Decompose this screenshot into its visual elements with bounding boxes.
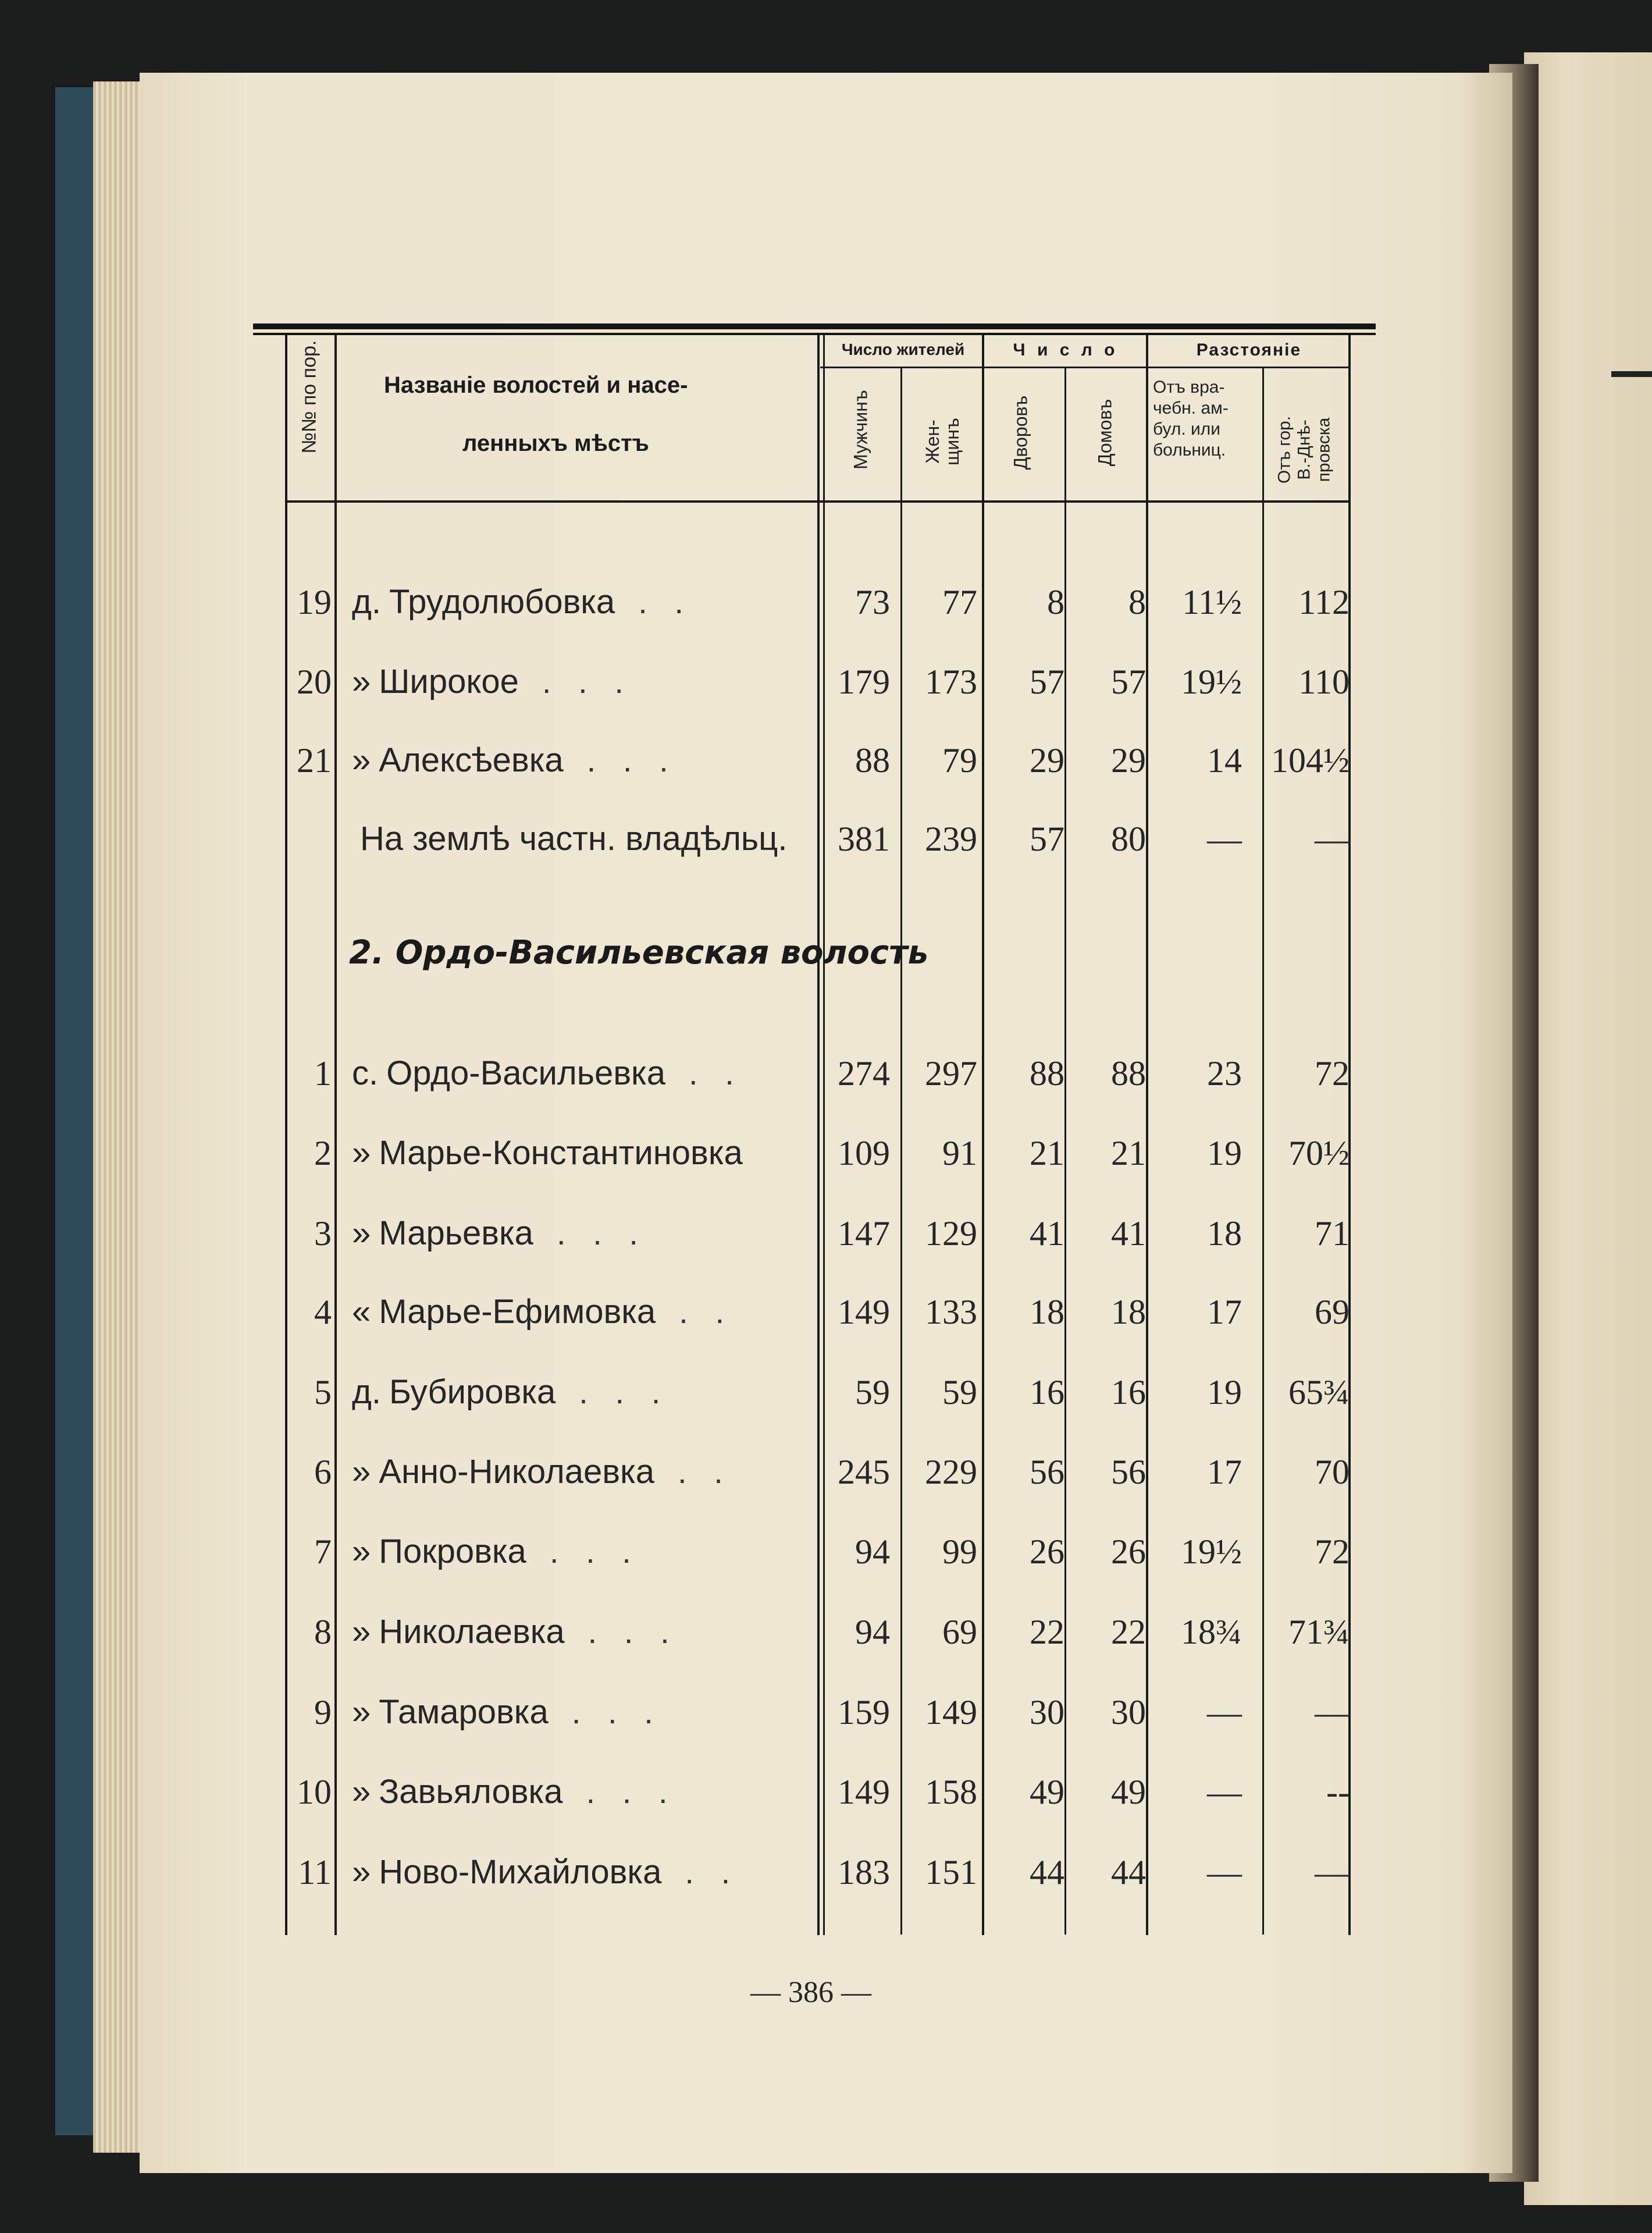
header-dist-city-line2: В.-Днѣ- (1294, 419, 1314, 480)
row-dot-leader: . . . (579, 1374, 661, 1410)
row-houses: 41 (1111, 1214, 1146, 1253)
row-dist-hospital: 17 (1207, 1293, 1242, 1331)
row-men: 147 (838, 1214, 890, 1253)
row-yards: 26 (1030, 1532, 1064, 1571)
row-yards: 41 (1030, 1214, 1064, 1253)
section-title: 2. Ордо-Васильевская волость (349, 934, 929, 972)
row-yards: 88 (1030, 1054, 1064, 1093)
row-dist-city: — (1315, 1693, 1350, 1731)
row-dot-leader: . . (685, 1854, 731, 1890)
table-row (285, 1357, 1350, 1427)
row-houses: 26 (1111, 1532, 1146, 1571)
row-prefix: » (352, 1214, 371, 1252)
row-yards: 16 (1030, 1373, 1064, 1411)
header-group-count: Ч и с л о (1013, 340, 1119, 360)
row-men: 94 (855, 1613, 890, 1651)
row-yards: 8 (1047, 583, 1064, 621)
header-col-women-line2: щинъ (942, 418, 963, 465)
row-men: 274 (838, 1054, 890, 1093)
header-col-name-line2: ленныхъ мѣстъ (462, 431, 649, 456)
row-women: 158 (925, 1773, 977, 1811)
row-dist-city: 65¾ (1288, 1373, 1350, 1411)
row-dist-city: — (1315, 820, 1350, 858)
row-houses: 80 (1111, 820, 1146, 858)
header-col-dist-hospital (1153, 377, 1261, 461)
row-settlement-name: Бубировка (389, 1373, 556, 1411)
row-prefix: д. (352, 583, 381, 621)
row-prefix: » (352, 1693, 371, 1731)
row-dist-city: 70½ (1288, 1134, 1350, 1172)
row-women: 151 (925, 1853, 977, 1891)
row-men: 159 (838, 1693, 890, 1731)
row-number: 11 (298, 1853, 332, 1891)
row-dot-leader: . . . (549, 1533, 631, 1570)
row-men: 88 (855, 741, 890, 780)
table-row (285, 1517, 1350, 1587)
row-number: 9 (314, 1693, 332, 1731)
header-dist-hosp-line1: Отъ вра- (1153, 378, 1225, 397)
row-dist-hospital: 19 (1207, 1373, 1242, 1411)
row-women: 149 (925, 1693, 977, 1731)
row-prefix: » (352, 1773, 371, 1811)
row-name (352, 1199, 638, 1268)
row-yards: 57 (1030, 820, 1064, 858)
row-dist-city: 112 (1298, 583, 1350, 621)
row-number (285, 804, 332, 874)
row-dist-hospital: 14 (1207, 741, 1242, 780)
row-yards: 29 (1030, 741, 1064, 780)
row-prefix: » (352, 663, 371, 701)
facing-page (1524, 52, 1652, 2205)
row-settlement-name: Трудолюбовка (389, 583, 615, 621)
row-houses: 8 (1128, 583, 1146, 621)
row-name (352, 1757, 668, 1827)
row-number: 20 (297, 663, 332, 701)
row-dot-leader: . . . (586, 1773, 668, 1810)
row-dist-hospital: — (1207, 1773, 1242, 1811)
table-row (285, 1199, 1350, 1268)
row-name (352, 1118, 766, 1188)
row-dist-city: 72 (1315, 1532, 1350, 1571)
table-top-rule-thin (253, 333, 1376, 335)
row-houses: 44 (1111, 1853, 1146, 1891)
table-row (285, 1118, 1350, 1188)
row-prefix: » (352, 1453, 371, 1491)
row-name (352, 726, 668, 795)
row-dist-city: -- (1326, 1773, 1350, 1811)
row-settlement-name: Марьевка (379, 1214, 533, 1252)
row-yards: 18 (1030, 1293, 1064, 1331)
row-name (352, 567, 683, 637)
row-houses: 18 (1111, 1293, 1146, 1331)
row-settlement-name: Алексѣевка (379, 741, 564, 779)
row-men: 183 (838, 1853, 890, 1891)
row-settlement-name: Марье-Ефимовка (379, 1293, 656, 1331)
row-name (352, 804, 811, 874)
row-dot-leader: . . (677, 1453, 723, 1490)
row-dist-hospital: 18 (1207, 1214, 1242, 1253)
row-settlement-name: Ордо-Васильевка (386, 1054, 665, 1092)
table-row (285, 567, 1350, 637)
row-name (352, 1677, 653, 1747)
row-yards: 21 (1030, 1134, 1064, 1172)
row-houses: 16 (1111, 1373, 1146, 1411)
row-settlement-name: Тамаровка (379, 1693, 549, 1731)
row-dot-leader: . . (679, 1293, 724, 1330)
row-dist-hospital: — (1207, 820, 1242, 858)
row-men: 245 (838, 1453, 890, 1491)
row-prefix: с. (352, 1054, 379, 1092)
row-name (352, 1277, 724, 1347)
row-dist-hospital: 18¾ (1181, 1613, 1242, 1651)
row-dist-hospital: — (1207, 1853, 1242, 1891)
row-number: 7 (314, 1532, 332, 1571)
row-prefix: » (352, 741, 371, 779)
row-dist-city: — (1315, 1853, 1350, 1891)
table-row (285, 1757, 1350, 1827)
table-row (285, 1597, 1350, 1667)
table-row (285, 1837, 1350, 1907)
row-settlement-name: Ново-Михайловка (379, 1853, 662, 1891)
row-number: 21 (297, 741, 332, 780)
row-yards: 56 (1030, 1453, 1064, 1491)
row-houses: 88 (1111, 1054, 1146, 1093)
row-dist-city: 71¾ (1288, 1613, 1350, 1651)
row-dot-leader: . . (688, 1055, 734, 1091)
table-top-rule (253, 323, 1376, 329)
facing-page-rule (1611, 371, 1652, 377)
row-women: 173 (925, 663, 977, 701)
row-dist-hospital: 19½ (1181, 1532, 1242, 1571)
row-men: 149 (838, 1773, 890, 1811)
row-number: 5 (314, 1373, 332, 1411)
row-dist-city: 70 (1315, 1453, 1350, 1491)
header-group-rule (820, 367, 1350, 368)
table-row (285, 1039, 1350, 1108)
header-dist-hosp-line3: бул. или (1153, 419, 1221, 439)
row-dist-hospital: 19 (1207, 1134, 1242, 1172)
row-settlement-name: Покровка (379, 1532, 526, 1570)
row-women: 99 (942, 1532, 977, 1571)
row-settlement-name: Широкое (379, 663, 519, 701)
row-men: 109 (838, 1134, 890, 1172)
table-row (285, 1277, 1350, 1347)
row-yards: 22 (1030, 1613, 1064, 1651)
table-row (285, 647, 1350, 717)
row-settlement-name: Марье-Константиновка (379, 1134, 743, 1172)
header-dist-city-line3: провска (1314, 417, 1334, 482)
row-prefix: » (352, 1134, 371, 1172)
row-yards: 57 (1030, 663, 1064, 701)
row-name (352, 1357, 660, 1427)
header-col-yards: Дворовъ (1010, 395, 1031, 470)
row-dot-leader: . . (638, 584, 683, 620)
row-dot-leader: . . . (556, 1215, 638, 1251)
header-dist-hosp-line4: больниц. (1153, 440, 1226, 460)
row-number: 10 (297, 1773, 332, 1811)
row-settlement-name: Николаевка (379, 1613, 565, 1651)
row-men: 149 (838, 1293, 890, 1331)
row-dist-city: 69 (1315, 1293, 1350, 1331)
row-settlement-name: На землѣ частн. владѣльц. (360, 820, 788, 858)
row-men: 381 (838, 820, 890, 858)
header-col-women (923, 407, 962, 477)
row-dist-city: 72 (1315, 1054, 1350, 1093)
row-women: 79 (942, 741, 977, 780)
row-yards: 49 (1030, 1773, 1064, 1811)
row-women: 297 (925, 1054, 977, 1093)
header-col-dist-city (1275, 399, 1334, 501)
row-dot-leader: . . . (571, 1694, 653, 1730)
header-col-name-line1: Названіе волостей и насе- (384, 372, 688, 398)
table-row (285, 726, 1350, 795)
row-houses: 22 (1111, 1613, 1146, 1651)
row-number: 2 (314, 1134, 332, 1172)
row-men: 179 (838, 663, 890, 701)
row-dist-city: 104½ (1271, 741, 1350, 780)
row-houses: 21 (1111, 1134, 1146, 1172)
row-houses: 29 (1111, 741, 1146, 780)
row-yards: 44 (1030, 1853, 1064, 1891)
row-women: 133 (925, 1293, 977, 1331)
row-women: 239 (925, 820, 977, 858)
row-dist-hospital: 23 (1207, 1054, 1242, 1093)
header-col-houses: Домовъ (1094, 399, 1116, 467)
row-men: 59 (855, 1373, 890, 1411)
row-dist-hospital: 17 (1207, 1453, 1242, 1491)
row-women: 59 (942, 1373, 977, 1411)
row-houses: 49 (1111, 1773, 1146, 1811)
row-women: 69 (942, 1613, 977, 1651)
row-dist-hospital: 19½ (1181, 663, 1242, 701)
row-number: 19 (297, 583, 332, 621)
row-houses: 56 (1111, 1453, 1146, 1491)
row-name (352, 1597, 670, 1667)
row-number: 1 (314, 1054, 332, 1093)
row-name (352, 1437, 723, 1507)
row-prefix: д. (352, 1373, 381, 1411)
row-women: 77 (942, 583, 977, 621)
row-men: 94 (855, 1532, 890, 1571)
row-men: 73 (855, 583, 890, 621)
row-prefix: « (352, 1293, 371, 1331)
row-name (352, 1837, 730, 1907)
table-row (285, 1437, 1350, 1507)
row-yards: 30 (1030, 1693, 1064, 1731)
row-prefix: » (352, 1853, 371, 1891)
header-group-distance: Разстояніе (1196, 340, 1302, 360)
row-prefix: » (352, 1532, 371, 1570)
header-col-men: Мужчинъ (850, 390, 871, 470)
row-houses: 30 (1111, 1693, 1146, 1731)
row-number: 6 (314, 1453, 332, 1491)
header-col-women-line1: Жен- (922, 419, 943, 464)
row-settlement-name: Завьяловка (379, 1773, 563, 1811)
header-dist-city-line1: Отъ гор. (1274, 415, 1294, 484)
header-col-number: №№ по пор. (298, 340, 321, 454)
row-dist-hospital: — (1207, 1693, 1242, 1731)
row-number: 3 (314, 1214, 332, 1253)
row-number: 8 (314, 1613, 332, 1651)
row-women: 229 (925, 1453, 977, 1491)
row-dist-city: 110 (1298, 663, 1350, 701)
row-dot-leader: . . . (588, 1613, 670, 1650)
row-houses: 57 (1111, 663, 1146, 701)
row-dot-leader: . . . (586, 742, 668, 778)
row-name (352, 1517, 631, 1587)
row-dot-leader: . . . (542, 663, 624, 700)
row-women: 91 (942, 1134, 977, 1172)
row-dist-city: 71 (1315, 1214, 1350, 1253)
header-dist-hosp-line2: чебн. ам- (1153, 399, 1229, 418)
row-prefix: » (352, 1613, 371, 1651)
row-name (352, 647, 624, 717)
table-row (285, 804, 1350, 874)
page-number: — 386 — (750, 1976, 871, 2009)
table-row (285, 1677, 1350, 1747)
row-name (352, 1039, 734, 1108)
row-settlement-name: Анно-Николаевка (379, 1453, 654, 1491)
row-dist-hospital: 11½ (1182, 583, 1242, 621)
row-number: 4 (314, 1293, 332, 1331)
header-group-inhabitants: Число жителей (841, 340, 965, 358)
row-women: 129 (925, 1214, 977, 1253)
